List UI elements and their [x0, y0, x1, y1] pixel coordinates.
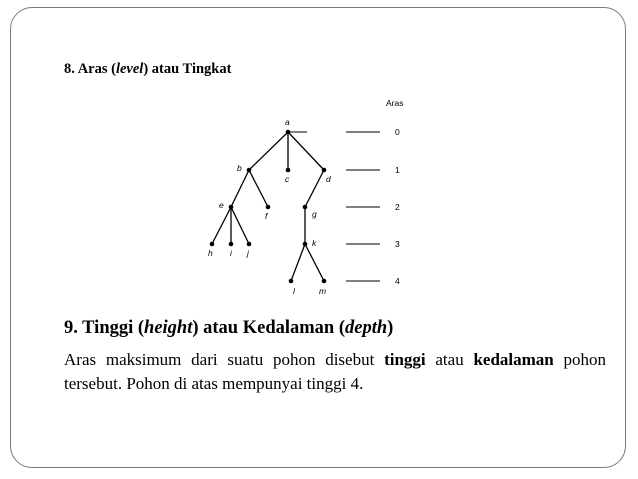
levels-column-title: Aras: [386, 98, 404, 108]
heading-italic-term: height: [144, 318, 193, 338]
heading-text: Aras (: [77, 61, 116, 77]
tree-node-h: [210, 242, 215, 247]
definition-paragraph: [64, 348, 606, 396]
paragraph-bold-term: kedalaman: [473, 350, 554, 369]
tree-nodes: [208, 117, 331, 296]
heading-text: Tinggi (: [82, 318, 145, 338]
heading-text: ) atau Kedalaman (: [192, 318, 345, 338]
tree-node-i: [229, 242, 234, 247]
tree-edge-b-f: [249, 170, 268, 207]
level-markers: [346, 127, 400, 286]
tree-edge-e-h: [212, 207, 231, 244]
node-label-i: i: [230, 248, 232, 258]
heading-number: 9.: [64, 318, 78, 338]
tree-edge-e-j: [231, 207, 249, 244]
tree-node-b: [247, 168, 252, 173]
paragraph-text: atau: [425, 350, 474, 369]
node-label-b: b: [237, 163, 242, 173]
node-label-a: a: [285, 117, 290, 127]
node-label-e: e: [219, 200, 224, 210]
tree-edge-b-e: [231, 170, 249, 207]
tree-node-g: [303, 205, 308, 210]
tree-node-j: [247, 242, 252, 247]
node-label-g: g: [312, 209, 317, 219]
tree-node-m: [322, 279, 327, 284]
level-number-1: 1: [395, 165, 400, 175]
node-label-c: c: [285, 174, 290, 184]
tree-edge-k-m: [305, 244, 324, 281]
node-label-h: h: [208, 248, 213, 258]
tree-node-l: [289, 279, 294, 284]
node-label-m: m: [319, 286, 327, 296]
paragraph-text: pohon tersebut. Pohon di atas mempunyai tinggi 4.: [64, 350, 606, 393]
node-label-j: j: [247, 248, 249, 258]
level-number-0: 0: [395, 127, 400, 137]
tree-node-k: [303, 242, 308, 247]
tree-node-a: [286, 130, 291, 135]
heading-number: 8.: [64, 61, 75, 77]
node-label-k: k: [312, 238, 317, 248]
node-label-l: l: [293, 286, 295, 296]
tree-node-f: [266, 205, 271, 210]
heading-italic-term: depth: [344, 318, 388, 338]
heading-italic-term: level: [115, 61, 144, 77]
level-number-4: 4: [395, 276, 400, 286]
tree-edge-d-g: [305, 170, 324, 207]
heading-text: ): [387, 318, 394, 338]
level-number-3: 3: [395, 239, 400, 249]
paragraph-text: Aras maksimum dari suatu pohon disebut: [64, 350, 385, 369]
section-heading-height: [64, 318, 393, 339]
node-label-d: d: [326, 174, 331, 184]
tree-edge-a-d: [288, 132, 324, 170]
tree-node-c: [286, 168, 291, 173]
tree-edge-a-b: [249, 132, 288, 170]
tree-node-d: [322, 168, 327, 173]
tree-edge-k-l: [291, 244, 305, 281]
tree-node-e: [229, 205, 234, 210]
paragraph-bold-term: tinggi: [384, 350, 426, 369]
heading-text: ) atau Tingkat: [143, 61, 232, 77]
node-label-f: f: [265, 211, 268, 221]
level-number-2: 2: [395, 202, 400, 212]
